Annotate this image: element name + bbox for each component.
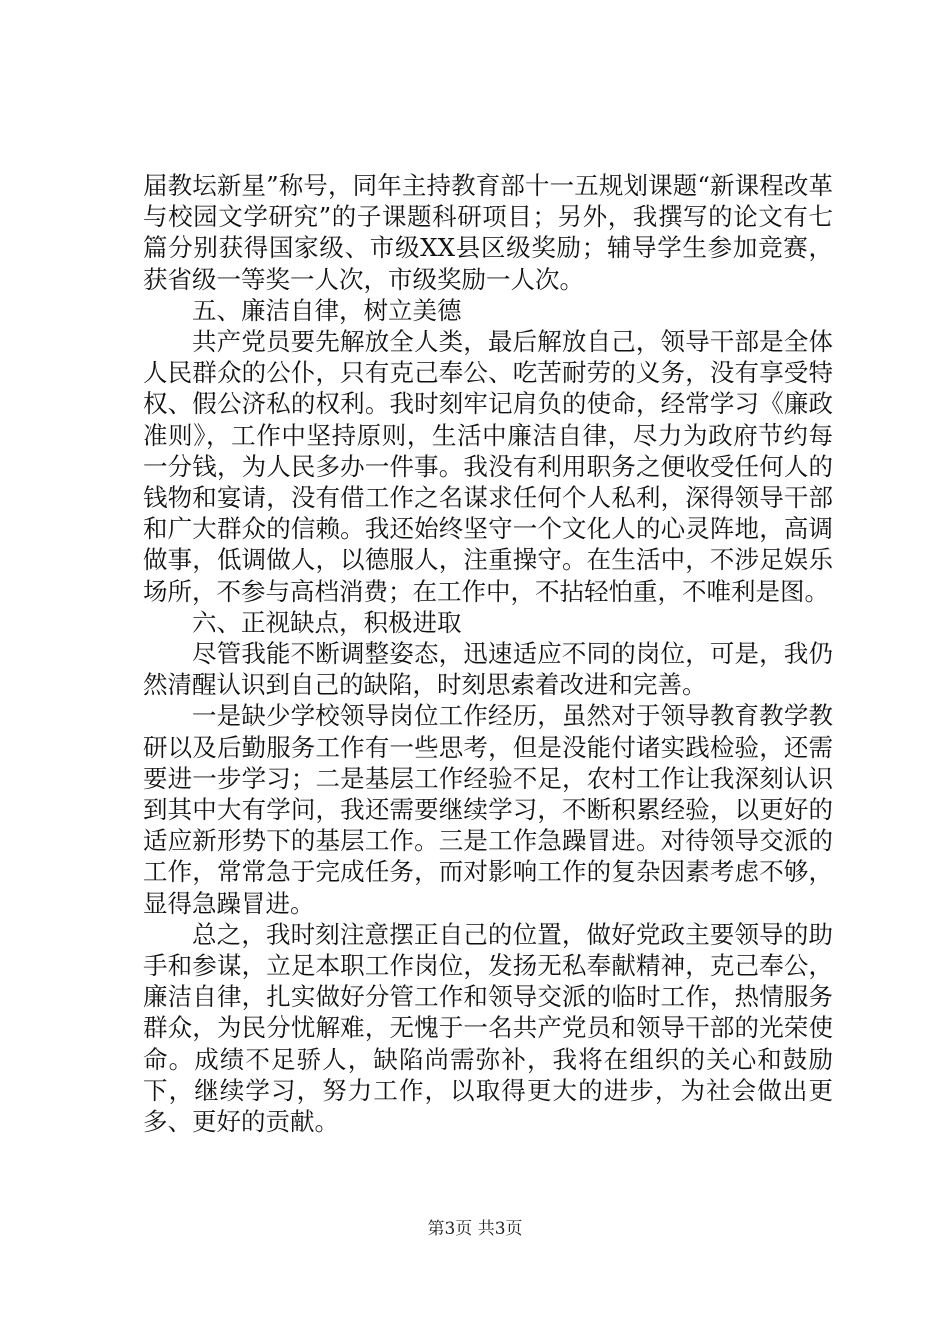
section-heading-5: 五、廉洁自律，树立美德 [192, 295, 462, 325]
paragraph-continuation: 届教坛新星”称号，同年主持教育部十一五规划课题“新课程改革与校园文学研究”的子课题科研项目；另外，我撰写的论文有七篇分别获得国家级、市级XX县区级奖励；辅导学生参加竞赛，获省级一等奖一人次，市级奖励一人次。 [143, 171, 833, 294]
paragraph-shortcomings-intro: 尽管我能不断调整姿态，迅速适应不同的岗位，可是，我仍然清醒认识到自己的缺陷，时刻思索着改进和完善。 [143, 639, 833, 700]
document-body [143, 170, 833, 1137]
paragraph-shortcomings-detail: 一是缺少学校领导岗位工作经历，虽然对于领导教育教学教研以及后勤服务工作有一些思考，但是没能付诸实践检验，还需要进一步学习；二是基层工作经验不足，农村工作让我深刻认识到其中大有学问，我还需要继续学习，不断积累经验，以更好的适应新形势下的基层工作。三是工作急躁冒进。对待领导交派的工作，常常急于完成任务，而对影响工作的复杂因素考虑不够，显得急躁冒进。 [143, 701, 833, 918]
section-heading-6: 六、正视缺点，积极进取 [192, 607, 462, 637]
paragraph-conclusion: 总之，我时刻注意摆正自己的位置，做好党政主要领导的助手和参谋，立足本职工作岗位，发扬无私奉献精神，克己奉公，廉洁自律，扎实做好分管工作和领导交派的临时工作，热情服务群众，为民分忧解难，无愧于一名共产党员和领导干部的光荣使命。成绩不足骄人，缺陷尚需弥补，我将在组织的关心和鼓励下，继续学习，努力工作，以取得更大的进步，为社会做出更多、更好的贡献。 [143, 919, 833, 1137]
paragraph-integrity: 共产党员要先解放全人类，最后解放自己，领导干部是全体人民群众的公仆，只有克己奉公、吃苦耐劳的义务，没有享受特权、假公济私的权利。我时刻牢记肩负的使命，经常学习《廉政准则》，工作中坚持原则，生活中廉洁自律，尽力为政府节约每一分钱，为人民多办一件事。我没有利用职务之便收受任何人的钱物和宴请，没有借工作之名谋求任何个人私利，深得领导干部和广大群众的信赖。我还始终坚守一个文化人的心灵阵地，高调做事，低调做人，以德服人，注重操守。在生活中，不涉足娱乐场所，不参与高档消费；在工作中，不拈轻怕重，不唯利是图。 [143, 327, 833, 606]
page-footer: 第3页 共3页 [427, 1219, 523, 1239]
